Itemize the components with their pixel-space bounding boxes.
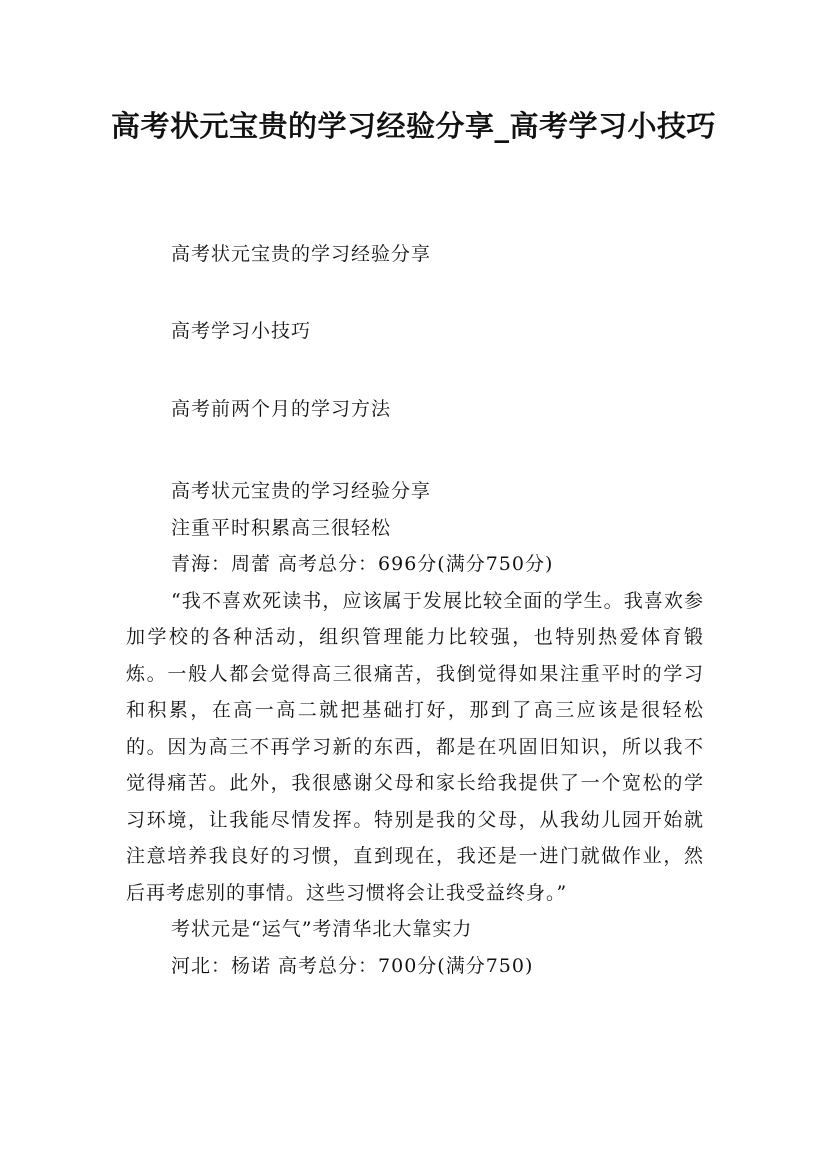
toc-item-3: 高考前两个月的学习方法	[171, 398, 392, 420]
section-heading: 高考状元宝贵的学习经验分享	[171, 480, 432, 502]
toc-item-1: 高考状元宝贵的学习经验分享	[171, 243, 432, 265]
author-line-1: 青海：周蕾 高考总分：696分(满分750分)	[171, 553, 554, 575]
quote-paragraph: “我不喜欢死读书，应该属于发展比较全面的学生。我喜欢参加学校的各种活动，组织管理能力比较强，也特别热爱体育锻炼。一般人都会觉得高三很痛苦，我倒觉得如果注重平时的学习和积累，在高一高二就把基础打好，那到了高三应该是很轻松的。因为高三不再学习新的东西，都是在巩固旧知识，所以我不觉得痛苦。此外，我很感谢父母和家长给我提供了一个宽松的学习环境，让我能尽情发挥。特别是我的父母，从我幼儿园开始就注意培养我良好的习惯，直到现在，我还是一进门就做作业，然后再考虑别的事情。这些习惯将会让我受益终身。”	[126, 589, 704, 904]
subsection-heading-1: 注重平时积累高三很轻松	[171, 516, 392, 539]
document-title: 高考状元宝贵的学习经验分享_高考学习小技巧	[110, 109, 716, 143]
article-body	[126, 473, 704, 984]
subsection-heading-2: 考状元是“运气”考清华北大靠实力	[171, 918, 473, 940]
author-line-2: 河北：杨诺 高考总分：700分(满分750)	[171, 954, 534, 977]
toc-item-2: 高考学习小技巧	[171, 320, 312, 342]
